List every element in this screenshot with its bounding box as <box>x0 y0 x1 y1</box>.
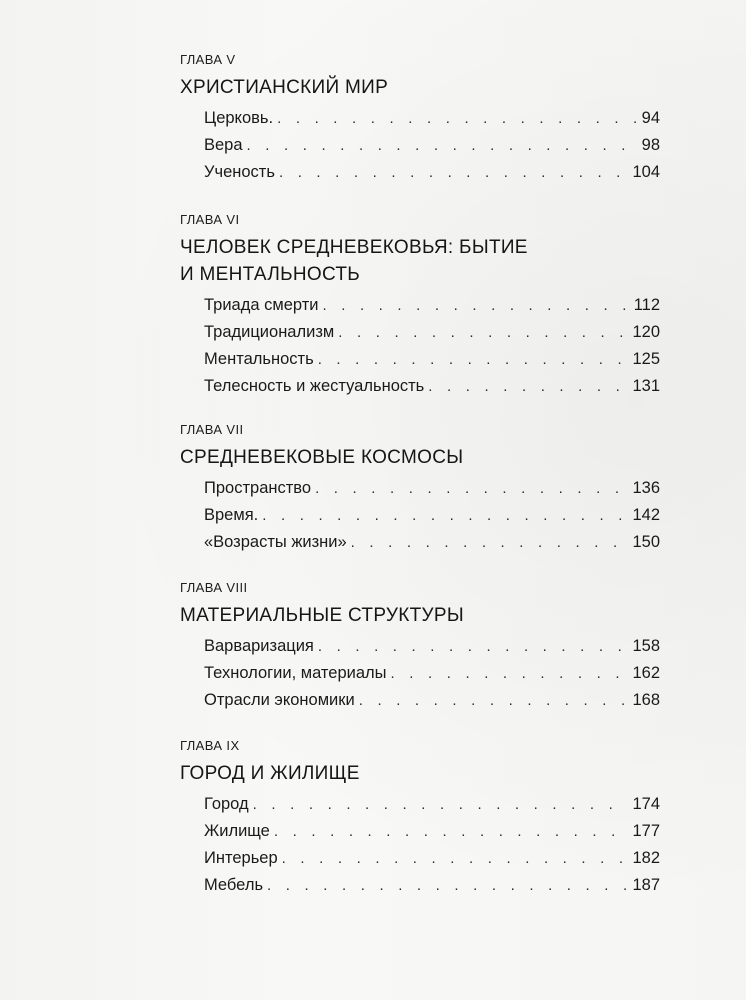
toc-entry-page: 168 <box>632 691 660 709</box>
toc-entry-page: 131 <box>632 377 660 395</box>
toc-entry-title: Варваризация <box>204 637 314 655</box>
chapter-title <box>180 234 660 288</box>
dot-leader <box>282 845 629 872</box>
toc-entry-page: 158 <box>632 637 660 655</box>
toc-entry-title: Мебель <box>204 876 264 894</box>
chapter-title-line: И МЕНТАЛЬНОСТЬ <box>180 264 361 285</box>
toc-entry-page: 142 <box>632 506 660 524</box>
toc-entry <box>204 791 660 818</box>
dot-leader <box>253 791 629 818</box>
toc-entry-title: Церковь. <box>204 109 274 127</box>
toc-entry-title: «Возрасты жизни» <box>204 533 347 551</box>
dot-leader <box>277 105 638 132</box>
toc-entries <box>180 791 660 899</box>
dot-leader <box>359 687 629 714</box>
toc-entry-page: 136 <box>632 479 660 497</box>
chapter-title <box>180 760 660 787</box>
chapter-title <box>180 74 660 101</box>
toc-entry-title: Технологии, материалы <box>204 664 387 682</box>
toc-entries <box>180 292 660 400</box>
toc-entry-page: 125 <box>632 350 660 368</box>
toc-entry-page: 120 <box>632 323 660 341</box>
toc-entries <box>180 633 660 714</box>
toc-entry <box>204 529 660 556</box>
chapter-6 <box>180 212 660 400</box>
toc-entry-title: Интерьер <box>204 849 278 867</box>
toc-entry-title: Отрасли экономики <box>204 691 355 709</box>
dot-leader <box>391 660 629 687</box>
toc-entry <box>204 660 660 687</box>
toc-entry <box>204 845 660 872</box>
chapter-title-line: ГОРОД И ЖИЛИЩЕ <box>180 763 360 784</box>
chapter-label: ГЛАВА VI <box>180 212 240 227</box>
toc-entry <box>204 346 660 373</box>
dot-leader <box>318 633 629 660</box>
dot-leader <box>279 159 629 186</box>
toc-entry <box>204 502 660 529</box>
chapter-label: ГЛАВА VII <box>180 422 244 437</box>
toc-entry <box>204 872 660 899</box>
toc-entry-page: 112 <box>633 296 660 314</box>
dot-leader <box>274 818 629 845</box>
chapter-title-line: ЧЕЛОВЕК СРЕДНЕВЕКОВЬЯ: БЫТИЕ <box>180 237 528 258</box>
toc-entry-page: 98 <box>641 136 660 154</box>
toc-entry <box>204 105 660 132</box>
dot-leader <box>351 529 629 556</box>
toc-entry <box>204 818 660 845</box>
toc-entry <box>204 633 660 660</box>
toc-entry <box>204 319 660 346</box>
chapter-8 <box>180 580 660 714</box>
toc-entry <box>204 373 660 400</box>
toc-entry-page: 174 <box>632 795 660 813</box>
toc-entry <box>204 475 660 502</box>
chapter-title <box>180 602 660 629</box>
dot-leader <box>428 373 628 400</box>
toc-entry <box>204 292 660 319</box>
toc-entry-page: 150 <box>632 533 660 551</box>
toc-entry-page: 177 <box>632 822 660 840</box>
toc-entry <box>204 132 660 159</box>
dot-leader <box>247 132 638 159</box>
toc-entry-title: Телесность и жестуальность <box>204 377 425 395</box>
toc-entry-title: Ученость <box>204 163 275 181</box>
toc-entry-title: Время. <box>204 506 259 524</box>
chapter-label: ГЛАВА V <box>180 52 236 67</box>
toc-entry-title: Жилище <box>204 822 270 840</box>
dot-leader <box>318 346 629 373</box>
dot-leader <box>315 475 628 502</box>
toc-entry-page: 94 <box>641 109 660 127</box>
toc-entries <box>180 105 660 186</box>
chapter-title-line: МАТЕРИАЛЬНЫЕ СТРУКТУРЫ <box>180 605 465 626</box>
toc-entry-title: Город <box>204 795 249 813</box>
dot-leader <box>267 872 628 899</box>
toc-entry-page: 187 <box>632 876 660 894</box>
chapter-label: ГЛАВА VIII <box>180 580 248 595</box>
toc-entry-title: Пространство <box>204 479 312 497</box>
chapter-7 <box>180 422 660 556</box>
toc-entry-title: Традиционализм <box>204 323 335 341</box>
dot-leader <box>262 502 628 529</box>
toc-entry <box>204 159 660 186</box>
toc-entry-page: 182 <box>632 849 660 867</box>
toc-entry <box>204 687 660 714</box>
chapter-label: ГЛАВА IX <box>180 738 240 753</box>
chapter-5 <box>180 52 660 186</box>
toc-entry-page: 162 <box>632 664 660 682</box>
chapter-9 <box>180 738 660 899</box>
toc-entries <box>180 475 660 556</box>
dot-leader <box>338 319 628 346</box>
toc-entry-title: Триада смерти <box>204 296 319 314</box>
chapter-title-line: СРЕДНЕВЕКОВЫЕ КОСМОСЫ <box>180 447 464 468</box>
dot-leader <box>322 292 629 319</box>
toc-entry-title: Вера <box>204 136 243 154</box>
chapter-title-line: ХРИСТИАНСКИЙ МИР <box>180 77 389 98</box>
toc-entry-title: Ментальность <box>204 350 314 368</box>
toc-entry-page: 104 <box>632 163 660 181</box>
chapter-title <box>180 444 660 471</box>
